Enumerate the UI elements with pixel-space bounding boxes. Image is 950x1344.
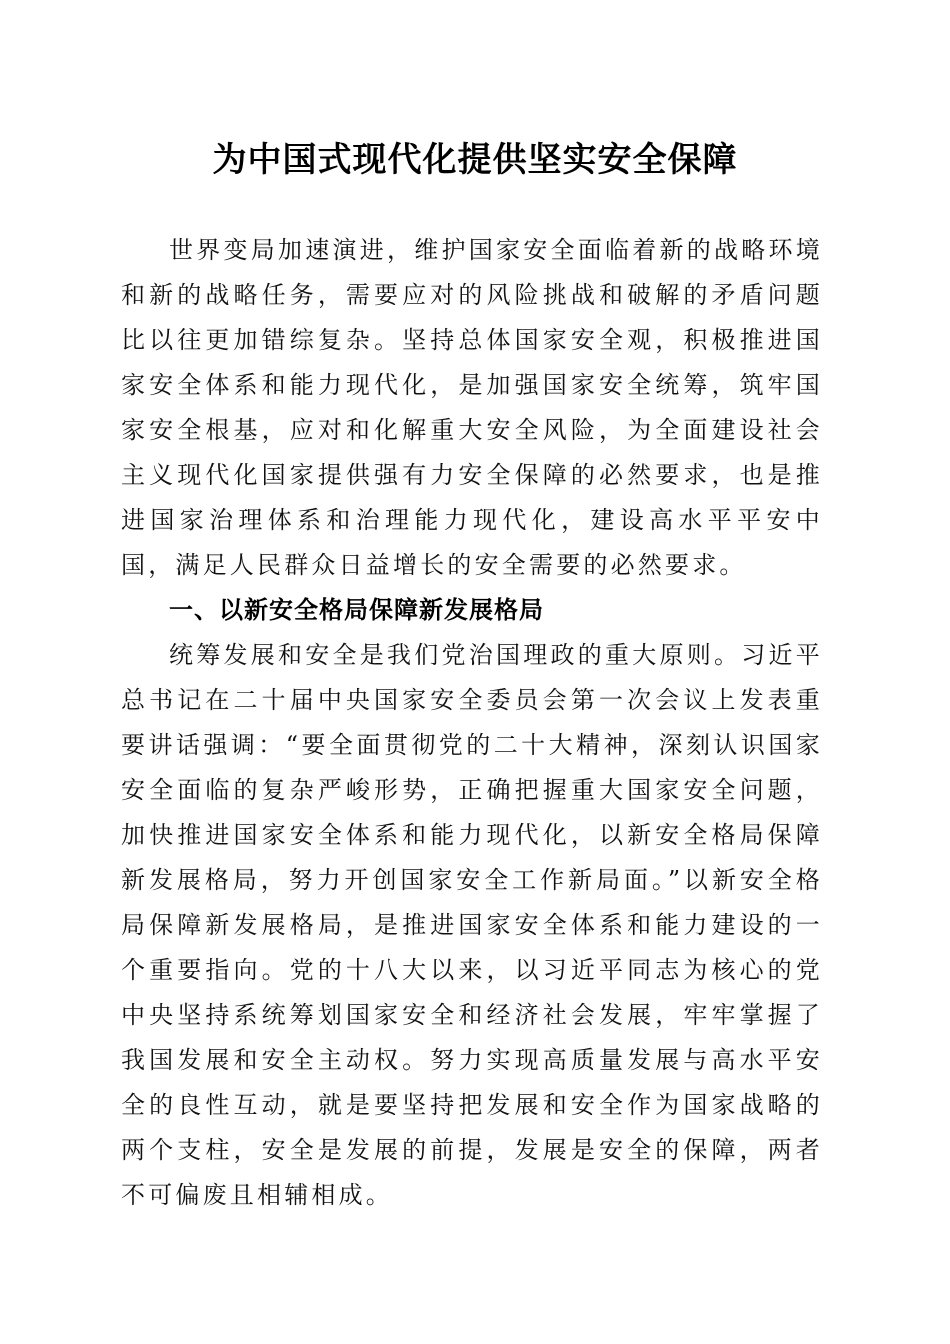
paragraph-section-1: 统筹发展和安全是我们党治国理政的重大原则。习近平总书记在二十届中央国家安全委员会第一次会议上发表重要讲话强调：“要全面贯彻党的二十大精神，深刻认识国家安全面临的复杂严峻形势，正确把握重大国家安全问题，加快推进国家安全体系和能力现代化，以新安全格局保障新发展格局，努力开创国家安全工作新局面。”以新安全格局保障新发展格局，是推进国家安全体系和能力建设的一个重要指向。党的十八大以来，以习近平同志为核心的党中央坚持系统筹划国家安全和经济社会发展，牢牢掌握了我国发展和安全主动权。努力实现高质量发展与高水平安全的良性互动，就是要坚持把发展和安全作为国家战略的两个支柱，安全是发展的前提，发展是安全的保障，两者不可偏废且相辅相成。: [121, 641, 823, 1209]
section-heading: 一、以新安全格局保障新发展格局: [169, 596, 544, 624]
paragraph-intro: 世界变局加速演进，维护国家安全面临着新的战略环境和新的战略任务，需要应对的风险挑战和破解的矛盾问题比以往更加错综复杂。坚持总体国家安全观，积极推进国家安全体系和能力现代化，是加强国家安全统筹，筑牢国家安全根基，应对和化解重大安全风险，为全面建设社会主义现代化国家提供强有力安全保障的必然要求，也是推进国家治理体系和治理能力现代化，建设高水平平安中国，满足人民群众日益增长的安全需要的必然要求。: [121, 236, 823, 579]
document-body: [121, 228, 823, 1218]
document-title: 为中国式现代化提供坚实安全保障: [212, 140, 738, 180]
